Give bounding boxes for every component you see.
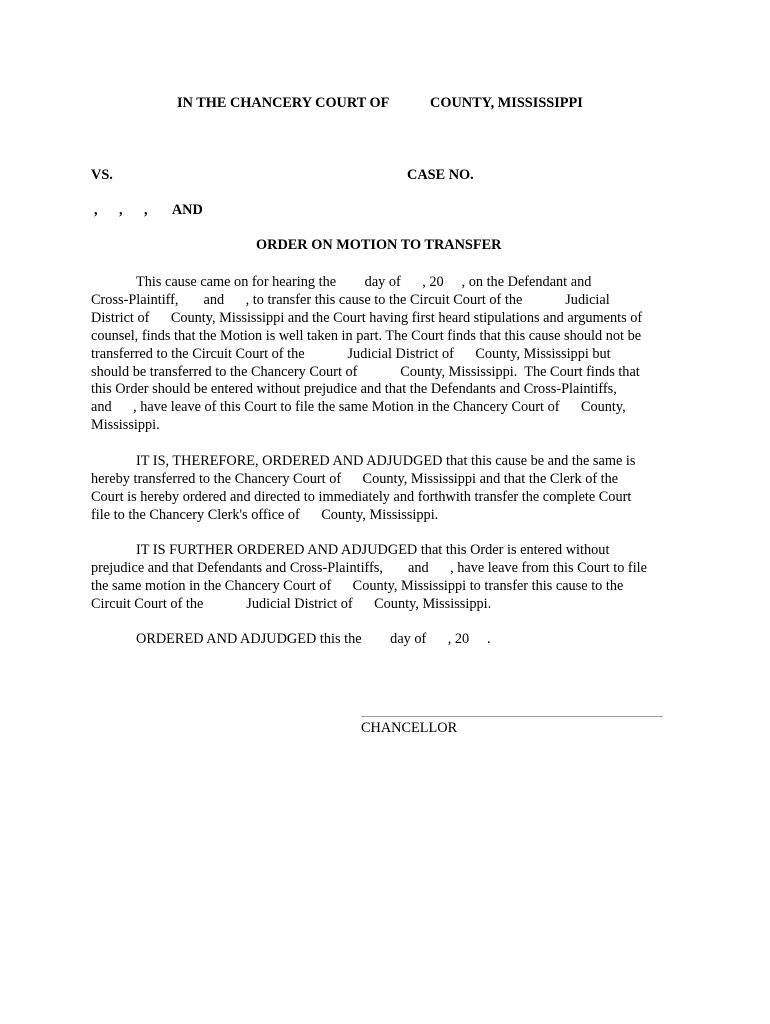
closing-line: ORDERED AND ADJUDGED this the day of , 20 .: [136, 631, 491, 647]
paragraph-line: IT IS, THEREFORE, ORDERED AND ADJUDGED that this cause be and the same is: [136, 453, 636, 469]
paragraph-line: prejudice and that Defendants and Cross-Plaintiffs, and , have leave from this Court to file: [91, 560, 647, 576]
paragraph-line: IT IS FURTHER ORDERED AND ADJUDGED that this Order is entered without: [136, 542, 610, 558]
paragraph-line: file to the Chancery Clerk's office of County, Mississippi.: [91, 507, 439, 523]
paragraph-line: and , have leave of this Court to file the same Motion in the Chancery Court of County,: [91, 399, 626, 415]
versus-label: VS.: [91, 167, 113, 183]
chancellor-label: CHANCELLOR: [361, 720, 458, 736]
case-number-label: CASE NO.: [407, 167, 474, 183]
signature-line: [361, 716, 663, 717]
paragraph-line: District of County, Mississippi and the Court having first heard stipulations and arguments of: [91, 310, 643, 326]
paragraph-line: this Order should be entered without prejudice and that the Defendants and Cross-Plaintiffs,: [91, 381, 617, 397]
document-title: ORDER ON MOTION TO TRANSFER: [256, 237, 502, 253]
parties-line: , , , AND: [94, 202, 203, 218]
paragraph-line: transferred to the Circuit Court of the Judicial District of County, Mississippi but: [91, 346, 611, 362]
paragraph-line: should be transferred to the Chancery Court of County, Mississippi. The Court finds that: [91, 364, 640, 380]
paragraph-line: Court is hereby ordered and directed to immediately and forthwith transfer the complete Court: [91, 489, 632, 505]
paragraph-line: counsel, finds that the Motion is well taken in part. The Court finds that this cause should not be: [91, 328, 642, 344]
paragraph-line: Cross-Plaintiff, and , to transfer this cause to the Circuit Court of the Judicial: [91, 292, 610, 308]
court-heading-part2: COUNTY, MISSISSIPPI: [430, 95, 583, 111]
paragraph-line: This cause came on for hearing the day of , 20 , on the Defendant and: [136, 274, 592, 290]
paragraph-line: Circuit Court of the Judicial District of County, Mississippi.: [91, 596, 492, 612]
court-heading-part1: IN THE CHANCERY COURT OF: [177, 95, 390, 111]
paragraph-line: hereby transferred to the Chancery Court of County, Mississippi and that the Clerk of the: [91, 471, 619, 487]
paragraph-line: Mississippi.: [91, 417, 160, 433]
paragraph-line: the same motion in the Chancery Court of County, Mississippi to transfer this cause to the: [91, 578, 624, 594]
